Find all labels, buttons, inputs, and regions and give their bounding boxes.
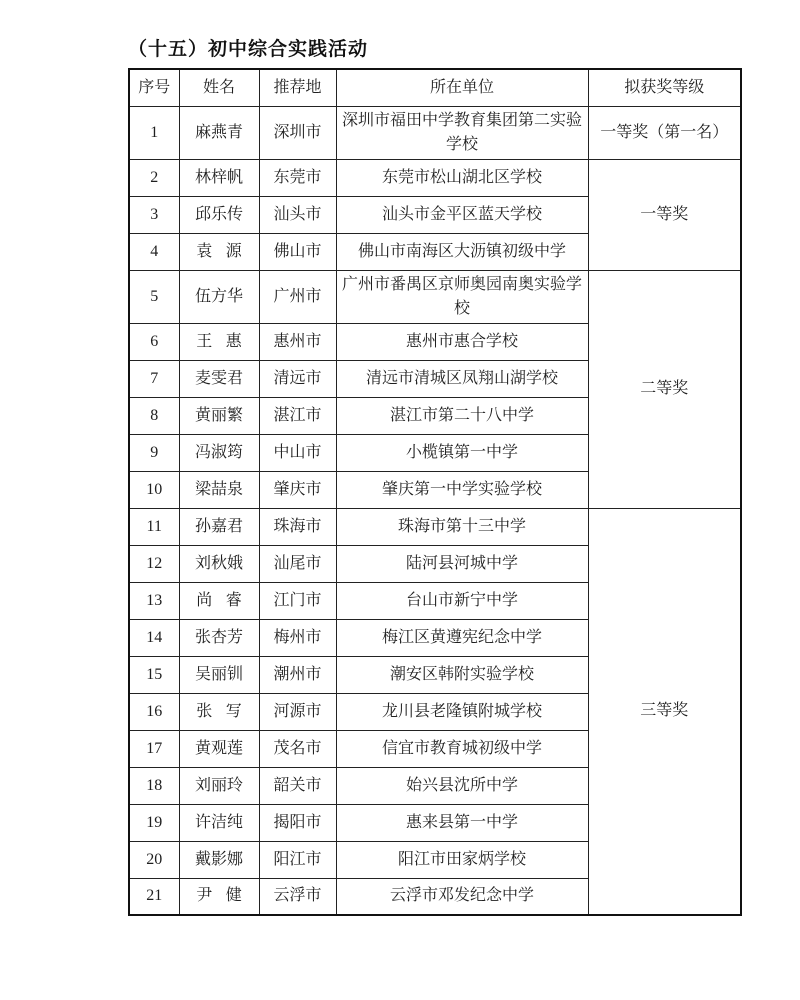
name-cell: 刘秋娥 xyxy=(179,545,259,582)
name-text: 王惠 xyxy=(196,332,256,350)
city-cell: 江门市 xyxy=(259,582,336,619)
city-cell: 惠州市 xyxy=(259,323,336,360)
section-title: （十五）初中综合实践活动 xyxy=(128,39,369,60)
school-cell: 惠来县第一中学 xyxy=(336,804,588,841)
column-header: 所在单位 xyxy=(336,69,588,106)
no-cell: 1 xyxy=(129,106,179,159)
city-cell: 清远市 xyxy=(259,360,336,397)
column-header: 推荐地 xyxy=(259,69,336,106)
school-cell: 东莞市松山湖北区学校 xyxy=(336,159,588,196)
name-cell xyxy=(179,693,259,730)
city-cell: 梅州市 xyxy=(259,619,336,656)
name-text: 袁源 xyxy=(196,242,256,260)
city-cell: 潮州市 xyxy=(259,656,336,693)
no-cell: 4 xyxy=(129,233,179,270)
school-cell: 龙川县老隆镇附城学校 xyxy=(336,693,588,730)
name-cell: 麻燕青 xyxy=(179,106,259,159)
table-row xyxy=(129,159,741,196)
no-cell: 6 xyxy=(129,323,179,360)
school-cell: 肇庆第一中学实验学校 xyxy=(336,471,588,508)
name-cell: 张杏芳 xyxy=(179,619,259,656)
name-cell xyxy=(179,582,259,619)
table-row xyxy=(129,270,741,323)
no-cell: 21 xyxy=(129,878,179,915)
city-cell: 汕头市 xyxy=(259,196,336,233)
no-cell: 10 xyxy=(129,471,179,508)
no-cell: 20 xyxy=(129,841,179,878)
city-cell: 揭阳市 xyxy=(259,804,336,841)
table-row xyxy=(129,508,741,545)
city-cell: 湛江市 xyxy=(259,397,336,434)
school-cell: 广州市番禺区京师奥园南奥实验学校 xyxy=(336,270,588,323)
school-cell: 佛山市南海区大沥镇初级中学 xyxy=(336,233,588,270)
city-cell: 东莞市 xyxy=(259,159,336,196)
school-cell: 惠州市惠合学校 xyxy=(336,323,588,360)
award-cell: 三等奖 xyxy=(588,508,741,915)
school-cell: 小榄镇第一中学 xyxy=(336,434,588,471)
no-cell: 5 xyxy=(129,270,179,323)
school-cell: 珠海市第十三中学 xyxy=(336,508,588,545)
school-cell: 潮安区韩附实验学校 xyxy=(336,656,588,693)
school-cell: 信宜市教育城初级中学 xyxy=(336,730,588,767)
school-cell: 汕头市金平区蓝天学校 xyxy=(336,196,588,233)
city-cell: 珠海市 xyxy=(259,508,336,545)
name-text: 尚睿 xyxy=(196,591,256,609)
name-cell: 黄观莲 xyxy=(179,730,259,767)
city-cell: 肇庆市 xyxy=(259,471,336,508)
school-cell: 清远市清城区凤翔山湖学校 xyxy=(336,360,588,397)
table-header-row xyxy=(129,69,741,106)
no-cell: 7 xyxy=(129,360,179,397)
table-header xyxy=(129,69,741,106)
school-cell: 始兴县沈所中学 xyxy=(336,767,588,804)
school-cell: 台山市新宁中学 xyxy=(336,582,588,619)
school-cell: 云浮市邓发纪念中学 xyxy=(336,878,588,915)
table-row xyxy=(129,106,741,159)
city-cell: 茂名市 xyxy=(259,730,336,767)
name-cell: 麦雯君 xyxy=(179,360,259,397)
school-cell: 梅江区黄遵宪纪念中学 xyxy=(336,619,588,656)
no-cell: 9 xyxy=(129,434,179,471)
city-cell: 广州市 xyxy=(259,270,336,323)
name-cell xyxy=(179,878,259,915)
no-cell: 19 xyxy=(129,804,179,841)
school-cell: 湛江市第二十八中学 xyxy=(336,397,588,434)
city-cell: 深圳市 xyxy=(259,106,336,159)
school-cell: 阳江市田家炳学校 xyxy=(336,841,588,878)
name-cell: 林梓帆 xyxy=(179,159,259,196)
award-cell: 一等奖 xyxy=(588,159,741,270)
name-cell: 冯淑筠 xyxy=(179,434,259,471)
column-header: 姓名 xyxy=(179,69,259,106)
award-cell: 二等奖 xyxy=(588,270,741,508)
city-cell: 阳江市 xyxy=(259,841,336,878)
no-cell: 12 xyxy=(129,545,179,582)
no-cell: 8 xyxy=(129,397,179,434)
no-cell: 13 xyxy=(129,582,179,619)
city-cell: 中山市 xyxy=(259,434,336,471)
no-cell: 3 xyxy=(129,196,179,233)
award-table xyxy=(128,68,742,916)
name-cell: 戴影娜 xyxy=(179,841,259,878)
name-text: 尹健 xyxy=(196,887,256,905)
name-cell: 邱乐传 xyxy=(179,196,259,233)
city-cell: 云浮市 xyxy=(259,878,336,915)
name-cell xyxy=(179,233,259,270)
name-cell: 孙嘉君 xyxy=(179,508,259,545)
no-cell: 15 xyxy=(129,656,179,693)
no-cell: 16 xyxy=(129,693,179,730)
column-header: 拟获奖等级 xyxy=(588,69,741,106)
no-cell: 11 xyxy=(129,508,179,545)
award-cell: 一等奖（第一名） xyxy=(588,106,741,159)
city-cell: 佛山市 xyxy=(259,233,336,270)
city-cell: 河源市 xyxy=(259,693,336,730)
city-cell: 汕尾市 xyxy=(259,545,336,582)
name-cell: 伍方华 xyxy=(179,270,259,323)
name-text: 张写 xyxy=(196,702,256,720)
name-cell xyxy=(179,323,259,360)
column-header: 序号 xyxy=(129,69,179,106)
name-cell: 梁喆泉 xyxy=(179,471,259,508)
no-cell: 18 xyxy=(129,767,179,804)
city-cell: 韶关市 xyxy=(259,767,336,804)
name-cell: 吴丽钏 xyxy=(179,656,259,693)
name-cell: 许洁纯 xyxy=(179,804,259,841)
name-cell: 黄丽繁 xyxy=(179,397,259,434)
school-cell: 陆河县河城中学 xyxy=(336,545,588,582)
no-cell: 17 xyxy=(129,730,179,767)
name-cell: 刘丽玲 xyxy=(179,767,259,804)
no-cell: 2 xyxy=(129,159,179,196)
no-cell: 14 xyxy=(129,619,179,656)
table-body xyxy=(129,106,741,915)
school-cell: 深圳市福田中学教育集团第二实验学校 xyxy=(336,106,588,159)
